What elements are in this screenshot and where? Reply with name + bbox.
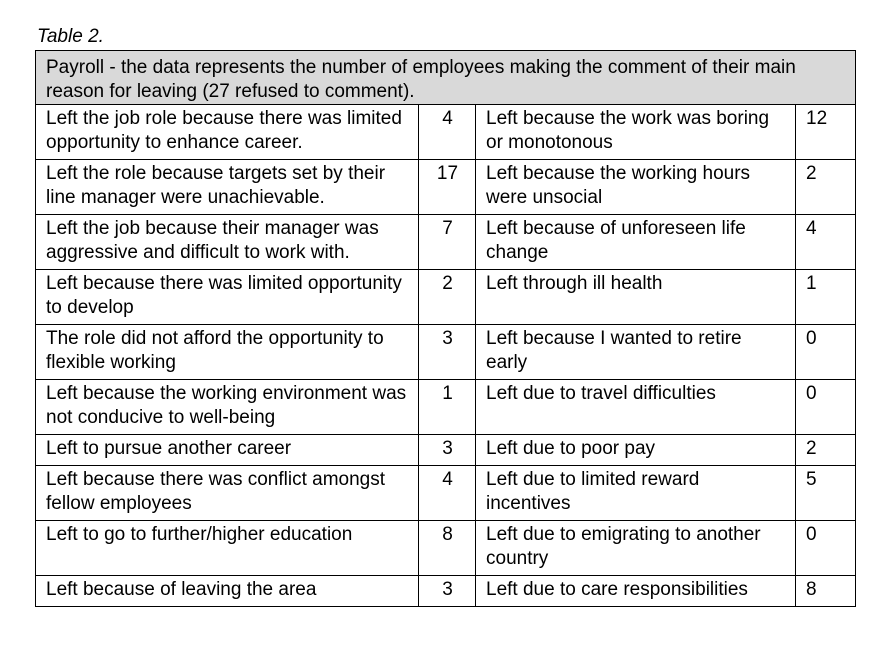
left-count: 7 xyxy=(419,215,476,270)
right-reason: Left due to emigrating to another country xyxy=(476,521,796,576)
right-reason: Left due to care responsibilities xyxy=(476,576,796,607)
right-count: 0 xyxy=(796,380,856,435)
table-caption: Table 2. xyxy=(37,26,104,47)
table-row xyxy=(36,576,856,607)
left-count: 8 xyxy=(419,521,476,576)
table-row xyxy=(36,160,856,215)
left-reason: Left because there was limited opportunity to develop xyxy=(36,270,419,325)
right-count: 5 xyxy=(796,466,856,521)
left-count: 1 xyxy=(419,380,476,435)
right-reason: Left through ill health xyxy=(476,270,796,325)
right-count: 2 xyxy=(796,160,856,215)
left-count: 3 xyxy=(419,576,476,607)
left-reason: Left the job because their manager was aggressive and difficult to work with. xyxy=(36,215,419,270)
table-row xyxy=(36,270,856,325)
table-row xyxy=(36,215,856,270)
left-count: 4 xyxy=(419,466,476,521)
left-count: 3 xyxy=(419,325,476,380)
table-row xyxy=(36,521,856,576)
left-reason: Left because there was conflict amongst fellow employees xyxy=(36,466,419,521)
right-count: 2 xyxy=(796,435,856,466)
left-reason: Left to pursue another career xyxy=(36,435,419,466)
table-row xyxy=(36,380,856,435)
right-reason: Left due to limited reward incentives xyxy=(476,466,796,521)
left-count: 17 xyxy=(419,160,476,215)
right-count: 1 xyxy=(796,270,856,325)
left-reason: Left because of leaving the area xyxy=(36,576,419,607)
left-reason: Left the role because targets set by their line manager were unachievable. xyxy=(36,160,419,215)
right-count: 0 xyxy=(796,325,856,380)
left-reason: Left because the working environment was not conducive to well-being xyxy=(36,380,419,435)
table-row xyxy=(36,466,856,521)
right-reason: Left because I wanted to retire early xyxy=(476,325,796,380)
table-row xyxy=(36,105,856,160)
right-reason: Left because of unforeseen life change xyxy=(476,215,796,270)
right-count: 8 xyxy=(796,576,856,607)
right-count: 12 xyxy=(796,105,856,160)
right-reason: Left due to travel difficulties xyxy=(476,380,796,435)
right-reason: Left because the work was boring or monotonous xyxy=(476,105,796,160)
right-count: 4 xyxy=(796,215,856,270)
table-header-row xyxy=(36,51,856,105)
right-reason: Left due to poor pay xyxy=(476,435,796,466)
table-header: Payroll - the data represents the number of employees making the comment of their main reason for leaving (27 refused to comment). xyxy=(36,51,856,105)
table-row xyxy=(36,325,856,380)
leaving-reasons-table xyxy=(35,50,856,607)
right-reason: Left because the working hours were unsocial xyxy=(476,160,796,215)
left-count: 4 xyxy=(419,105,476,160)
left-reason: Left the job role because there was limited opportunity to enhance career. xyxy=(36,105,419,160)
left-reason: The role did not afford the opportunity to flexible working xyxy=(36,325,419,380)
table-row xyxy=(36,435,856,466)
left-reason: Left to go to further/higher education xyxy=(36,521,419,576)
left-count: 3 xyxy=(419,435,476,466)
right-count: 0 xyxy=(796,521,856,576)
left-count: 2 xyxy=(419,270,476,325)
